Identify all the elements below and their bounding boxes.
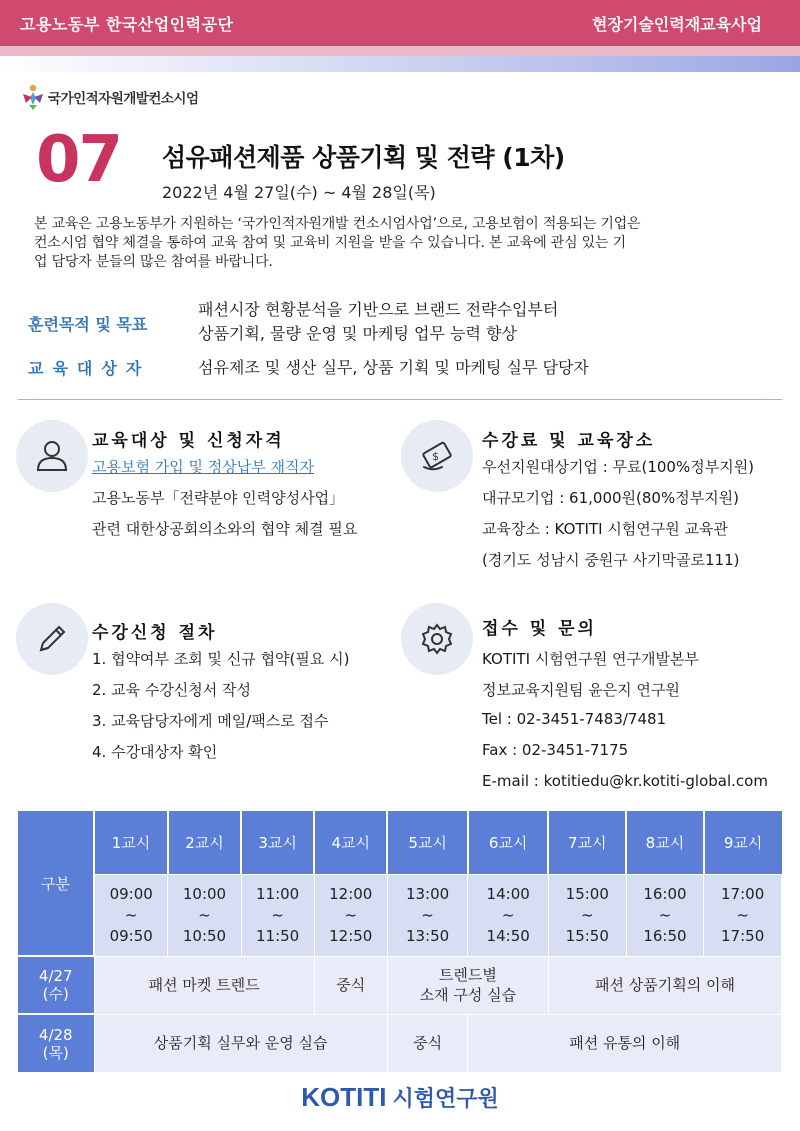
lunch-cell: 중식 (387, 1014, 468, 1072)
contact-heading: 접수 및 문의 (482, 619, 597, 639)
procedure-heading: 수강신청 절차 (92, 623, 218, 643)
consortium-logo-text: 국가인적자원개발컨소시엄 (48, 91, 199, 107)
course-date: 2022년 4월 27일(수) ~ 4월 28일(목) (162, 183, 436, 202)
course-number: 07 (36, 123, 122, 197)
contact-email: E-mail : kotitiedu@kr.koti​ti-global.com (482, 772, 768, 790)
day1-label (18, 956, 94, 1014)
day-weekday: (목) (42, 1043, 69, 1062)
time-cell (704, 874, 782, 956)
header-stripe (0, 46, 800, 56)
money-icon (416, 435, 458, 477)
eligibility-line: 고용노동부「전략분야 인력양성사업」 (92, 489, 345, 507)
fee-heading: 수강료 및 교육장소 (482, 431, 656, 451)
header-gradient-stripe (0, 56, 800, 72)
course-title: 섬유패션제품 상품기획 및 전략 (1차) (162, 143, 565, 172)
time-tilde: ~ (658, 905, 672, 924)
time-end: 17:50 (721, 926, 765, 945)
gubun-header: 구분 (18, 811, 94, 956)
objective-line: 패션시장 현황분석을 기반으로 브랜드 전략수입부터 (198, 300, 559, 319)
kotiti-brand: KOTITI (301, 1082, 387, 1112)
time-start: 09:00 (109, 884, 153, 903)
fee-line: 우선지원대상기업 : 무료(100%정부지원) (482, 458, 755, 476)
period-header-row (18, 811, 782, 874)
footer (0, 1082, 800, 1113)
session-cell: 패션 마켓 트렌드 (94, 956, 314, 1014)
section-divider (18, 399, 782, 400)
time-tilde: ~ (501, 905, 515, 924)
time-start: 13:00 (405, 884, 450, 903)
procedure-step: 1. 협약여부 조회 및 신규 협약(필요 시) (92, 650, 350, 668)
header-org-names: 고용노동부 한국산업인력공단 (20, 15, 234, 34)
time-tilde: ~ (124, 905, 138, 924)
period-header: 8교시 (626, 811, 704, 874)
time-start: 17:00 (721, 884, 765, 903)
time-end: 15:50 (565, 926, 609, 945)
fee-line: 대규모기업 : 61,000원(80%정부지원) (482, 489, 740, 507)
eligibility-highlight: 고용보험 가입 및 정상납부 재직자 (92, 458, 314, 476)
time-end: 11:50 (256, 926, 300, 945)
time-cell (241, 874, 314, 956)
time-end: 16:50 (643, 926, 687, 945)
day-date: 4/28 (38, 1025, 73, 1044)
contact-line: 정보교육지원팀 윤은지 연구원 (482, 681, 680, 699)
eligibility-line: 관련 대한상공회의소와의 협약 체결 필요 (92, 520, 358, 538)
pencil-icon-circle (16, 603, 88, 675)
objective-row (28, 298, 558, 346)
time-start: 14:00 (486, 884, 530, 903)
person-icon-circle (16, 420, 88, 492)
gear-icon (416, 618, 458, 660)
session-cell: 상품기획 실무와 운영 실습 (94, 1014, 387, 1072)
time-cell (168, 874, 241, 956)
period-header: 7교시 (548, 811, 626, 874)
fee-line: 교육장소 : KOTITI 시험연구원 교육관 (482, 520, 729, 538)
objective-value (198, 298, 558, 346)
target-label: 교육대상자 (28, 359, 151, 378)
objective-line: 상품기획, 물량 운영 및 마케팅 업무 능력 향상 (198, 324, 517, 343)
session-line: 소재 구성 실습 (419, 986, 517, 1004)
time-start: 11:00 (256, 884, 300, 903)
time-tilde: ~ (271, 905, 284, 924)
time-row (18, 874, 782, 956)
lunch-cell: 중식 (314, 956, 387, 1014)
period-header: 3교시 (241, 811, 314, 874)
intro-line: 컨소시엄 협약 체결을 통하여 교육 참여 및 교육비 지원을 받을 수 있습니다. 본 교육에 관심 있는 기 (34, 235, 626, 251)
eligibility-heading: 교육대상 및 신청자격 (92, 431, 285, 451)
contact-fax: Fax : 02-3451-7175 (482, 741, 629, 759)
consortium-logo (20, 82, 199, 112)
day1-row (18, 956, 782, 1014)
target-row (28, 356, 589, 380)
time-tilde: ~ (421, 905, 434, 924)
procedure-step: 3. 교육담당자에게 메일/팩스로 접수 (92, 712, 329, 730)
contact-tel: Tel : 02-3451-7483/7481 (482, 710, 667, 728)
time-tilde: ~ (344, 905, 358, 924)
time-end: 12:50 (329, 926, 373, 945)
contact-line: KOTITI 시험연구원 연구개발본부 (482, 650, 699, 668)
day2-row (18, 1014, 782, 1072)
time-end: 09:50 (109, 926, 153, 945)
time-cell (626, 874, 704, 956)
person-icon (32, 436, 72, 476)
day-weekday: (수) (42, 985, 69, 1003)
consortium-logo-icon (20, 83, 46, 111)
time-end: 14:50 (486, 926, 530, 945)
time-cell (314, 874, 387, 956)
time-tilde: ~ (736, 905, 749, 924)
time-tilde: ~ (580, 905, 594, 924)
money-icon-circle (401, 420, 473, 492)
period-header: 5교시 (387, 811, 468, 874)
time-cell (94, 874, 168, 956)
period-header: 4교시 (314, 811, 387, 874)
day2-label (18, 1014, 94, 1072)
kotiti-logo (301, 1082, 498, 1113)
intro-paragraph (34, 215, 774, 272)
period-header: 6교시 (468, 811, 549, 874)
period-header: 9교시 (704, 811, 782, 874)
period-header: 1교시 (94, 811, 168, 874)
pencil-icon (32, 619, 72, 659)
period-header: 2교시 (168, 811, 241, 874)
time-start: 12:00 (329, 884, 373, 903)
time-cell (387, 874, 468, 956)
fee-line: (경기도 성남시 중원구 사기막골로111) (482, 551, 740, 569)
time-cell (548, 874, 626, 956)
intro-line: 본 교육은 고용노동부가 지원하는 ‘국가인적자원개발 컨소시엄사업’으로, 고용보험이 적용되는 기업은 (34, 216, 641, 232)
target-value: 섬유제조 및 생산 실무, 상품 기획 및 마케팅 실무 담당자 (198, 358, 589, 377)
time-start: 10:00 (182, 884, 227, 903)
time-tilde: ~ (198, 905, 211, 924)
session-cell: 패션 유통의 이해 (468, 1014, 782, 1072)
procedure-step: 2. 교육 수강신청서 작성 (92, 681, 252, 699)
session-line: 트렌드별 (438, 966, 497, 984)
day-date: 4/27 (38, 967, 73, 985)
svg-text:$: $ (432, 450, 439, 463)
time-start: 16:00 (643, 884, 687, 903)
session-cell: 패션 상품기획의 이해 (548, 956, 781, 1014)
time-start: 15:00 (565, 884, 609, 903)
time-end: 10:50 (182, 926, 227, 945)
gear-icon-circle (401, 603, 473, 675)
schedule-table (18, 811, 782, 1073)
time-cell (468, 874, 549, 956)
procedure-step: 4. 수강대상자 확인 (92, 743, 218, 761)
header-bar (0, 0, 800, 46)
session-cell (387, 956, 548, 1014)
header-program-name: 현장기술인력재교육사업 (591, 15, 762, 34)
objective-label: 훈련목적 및 목표 (28, 315, 148, 334)
time-end: 13:50 (405, 926, 450, 945)
kotiti-name: 시험연구원 (392, 1087, 499, 1112)
intro-line: 업 담당자 분들의 많은 참여를 바랍니다. (34, 254, 273, 270)
